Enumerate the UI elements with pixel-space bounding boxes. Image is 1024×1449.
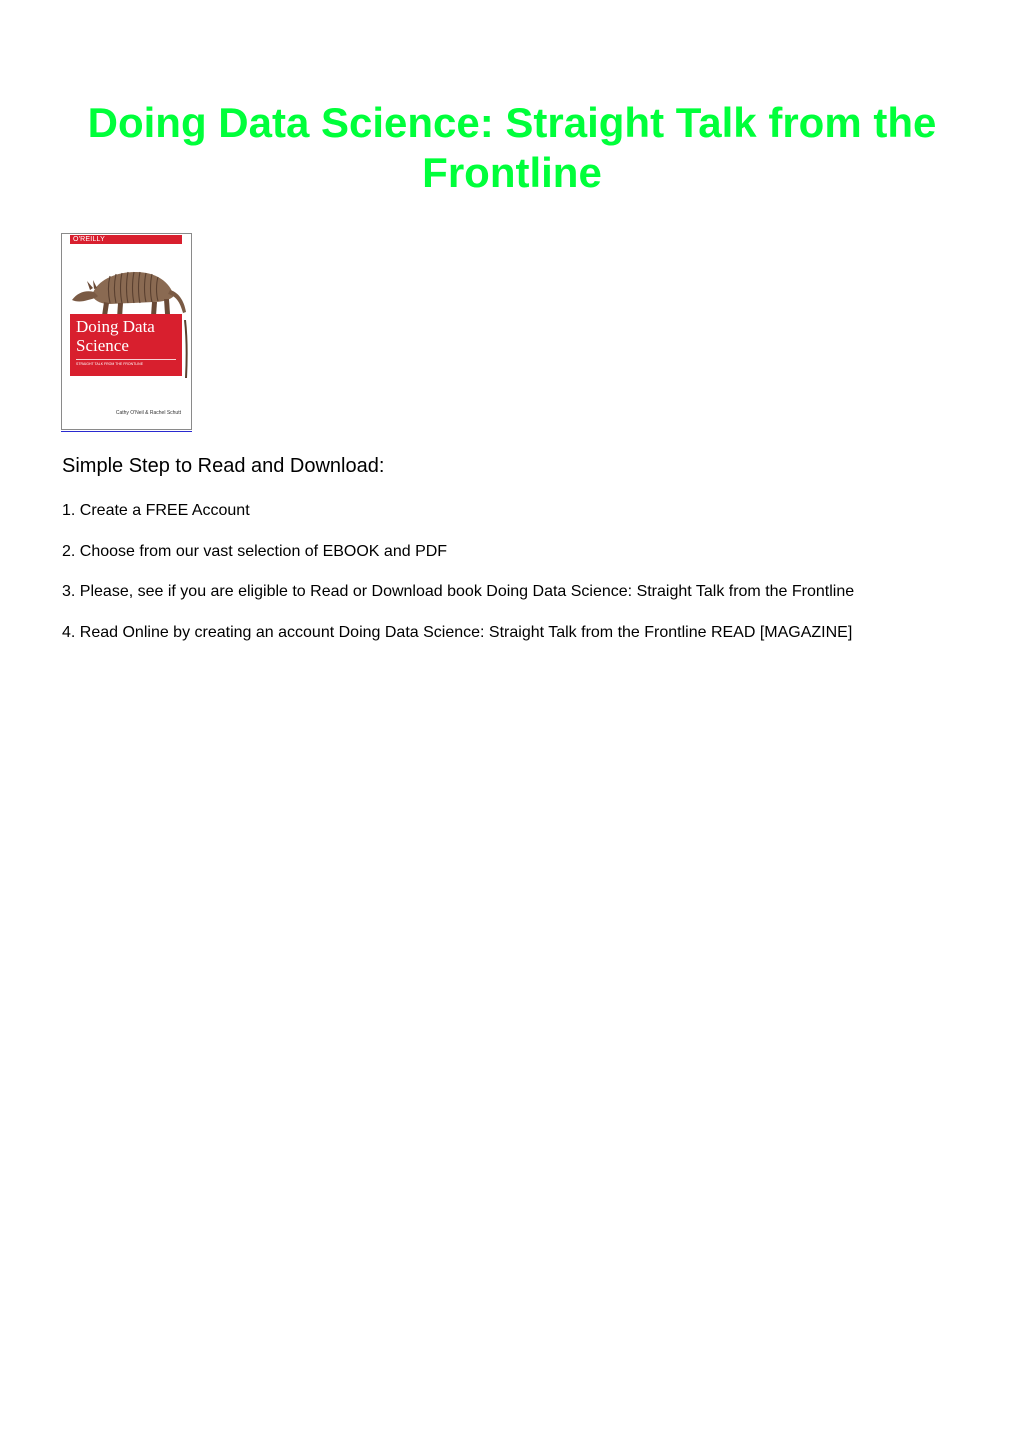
page-title: Doing Data Science: Straight Talk from the Frontline bbox=[87, 99, 937, 196]
steps-list bbox=[62, 500, 1002, 662]
step-item: 3. Please, see if you are eligible to Read or Download book Doing Data Science: Straight Talk from the Frontline bbox=[62, 583, 855, 600]
cover-divider bbox=[76, 359, 176, 360]
cover-subtitle: STRAIGHT TALK FROM THE FRONTLINE bbox=[76, 362, 144, 366]
step-item: 2. Choose from our vast selection of EBOOK and PDF bbox=[62, 542, 448, 560]
publisher-logo: O'REILLY bbox=[73, 236, 105, 243]
book-cover-image bbox=[61, 233, 192, 430]
cover-authors: Cathy O'Neil & Rachel Schutt bbox=[115, 410, 181, 416]
armadillo-tail-icon bbox=[184, 320, 188, 378]
title-block bbox=[70, 314, 182, 376]
cover-book-title: Doing Data Science bbox=[76, 317, 155, 355]
book-cover-link[interactable] bbox=[61, 233, 192, 432]
instructions-heading: Simple Step to Read and Download: bbox=[62, 455, 385, 477]
step-item: 1. Create a FREE Account bbox=[62, 502, 250, 519]
step-item: 4. Read Online by creating an account Doing Data Science: Straight Talk from the Frontline READ [MAGAZINE] bbox=[62, 623, 853, 641]
publisher-bar bbox=[70, 235, 182, 244]
